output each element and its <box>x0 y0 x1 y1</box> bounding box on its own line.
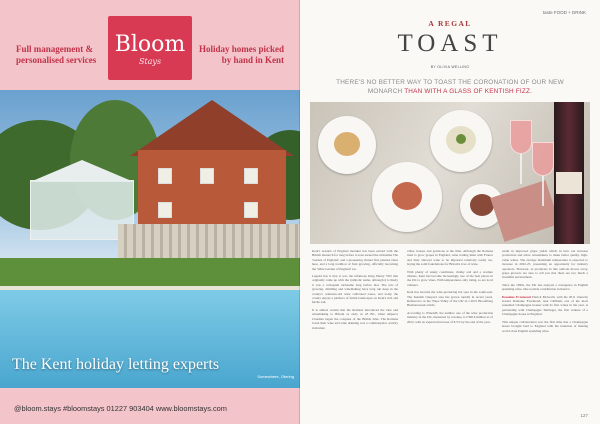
holiday-home-photo <box>0 90 300 388</box>
conservatory-roof <box>30 160 134 182</box>
article-standfirst <box>320 79 580 96</box>
champagne-glass <box>510 120 532 154</box>
glass-stem <box>520 154 522 184</box>
advert-tagline-left: Full management & personalised services <box>16 44 97 65</box>
body-paragraph: Kent's Garden of England moniker has been earned with the British monarch for long before it even earned the nickname The 'Garden of England', and a pioneering vintner first planted vines here, and a long tradition of fruit growing, officially becoming the 'Wine Garden of England' too. <box>312 249 398 271</box>
standfirst-text: THERE'S NO BETTER WAY TO TOAST THE CORONATION OF OUR NEW MONARCH <box>336 79 564 95</box>
body-column-1 <box>312 249 398 413</box>
champagne-glass <box>532 142 554 176</box>
garnish <box>456 134 466 144</box>
body-paragraph <box>502 295 588 317</box>
body-paragraph: According to WineGB, the number one of the wine production industry in the UK, measured by revenue, is £390.9 million as of 2022, with an expected increase of 8.5% by the end of the year. <box>407 310 493 324</box>
house-window <box>158 168 172 184</box>
article-page <box>300 0 600 424</box>
house-window <box>244 202 258 218</box>
article-byline: BY OLIVIA WELLING <box>430 65 470 69</box>
page-number: 127 <box>580 413 588 418</box>
bottle-label <box>556 172 582 194</box>
house-roof <box>130 100 294 156</box>
body-paragraph: Kent has become the wine-producing hot spot in the south-east. The Kentish vineyard area has grown rapidly in recent years. Referred to as the 'Napa Valley of the UK' in a 2021 Bloomberg Businessweek article. <box>407 290 493 308</box>
advert-footer <box>0 388 300 424</box>
body-column-3 <box>502 249 588 413</box>
house-window <box>158 202 172 218</box>
advert-tagline-right: Holiday homes picked by hand in Kent <box>198 44 284 65</box>
advert-header <box>0 0 300 90</box>
canapes-and-fizz-photo <box>310 102 590 244</box>
body-paragraph-text: Patrick McGrath, with his 2011 whereby started Domaine Evremond, near Chilham, one of the most esteemed Champagne houses with its first wines in the year. A partnership with Champagne Taittinger, the first venture of a Champagne house in England. <box>502 294 588 317</box>
advert-contact-line: @bloom.stays #bloomstays 01227 903404 www.bloomstays.com <box>14 404 227 413</box>
body-paragraph: result in improved grape yields which in turn can increase production and allow winemakers to make better quality, high-value wines. The average maximum temperature is expected to increase in 2022-25, presenting an opportunity for industry operators. However, as producers in this outlook moves away, grape growers are sure to tell you that there are two much a bountiful environment. <box>502 249 588 280</box>
body-paragraph: This unique collaboration saw the first time that a Champagne house brought land to England with the intention of making world-class English sparkling wine. <box>502 319 588 333</box>
glass-stem <box>542 176 544 206</box>
standfirst-highlight: THAN WITH A GLASS OF KENTISH FIZZ. <box>404 87 533 95</box>
logo-subtitle: Stays <box>138 57 162 66</box>
canape <box>392 182 422 210</box>
highlighted-name: Domaine Evremond <box>502 294 531 299</box>
article-kicker: A REGAL <box>428 19 472 28</box>
logo-wordmark: Bloom <box>114 32 186 57</box>
body-paragraph: villas, houses and garrisons at the time. Although the Romans tried to grow grapes in England, wine trading links with France and Italy allowed wine to be imported relatively easily too, laying the solid foundations for Britain's love of wine. <box>407 249 493 267</box>
body-paragraph: Since the 1990s, the UK has enjoyed a resurgence in English sparkling wine. One notable contribution in Kent is <box>502 282 588 292</box>
canape <box>334 132 360 156</box>
running-head: taste FOOD + DRINK <box>542 10 586 15</box>
advert-headline: The Kent holiday letting experts <box>12 356 220 373</box>
body-column-2 <box>407 249 493 413</box>
body-paragraph: With plenty of sunny conditions, chalky soil and a warmer climate, Kent has become increasingly one of the best places in the UK to grow vines. With temperatures only rising, so are local vintners. <box>407 269 493 287</box>
house-window <box>244 168 258 184</box>
article-title: TOAST <box>397 30 503 57</box>
body-paragraph: It is almost certain that the Romans introduced the vine and winemaking to Britain as early as 43 BC, when emperor Claudius began the conquest of the British Isles. The Romans loved their wine and wine drinking was a commonplace activity in Roman <box>312 307 398 330</box>
house-window <box>200 168 214 184</box>
article-body <box>312 249 588 413</box>
body-paragraph: Legend has it that it was the infamous King Henry VIII that originally came up with the symbolic name, although it is likely it was a colloquial nickname long before that. The acts of growing, distilling and winemaking have long run deep in the county's centuries-old wine cultivated zones, and today the county enjoys a plethora of fertile landscapes on Kent's rich and fertile soil. <box>312 274 398 305</box>
bloom-stays-logo <box>108 16 192 80</box>
photo-credit: Somewhere, Otering <box>257 374 294 379</box>
